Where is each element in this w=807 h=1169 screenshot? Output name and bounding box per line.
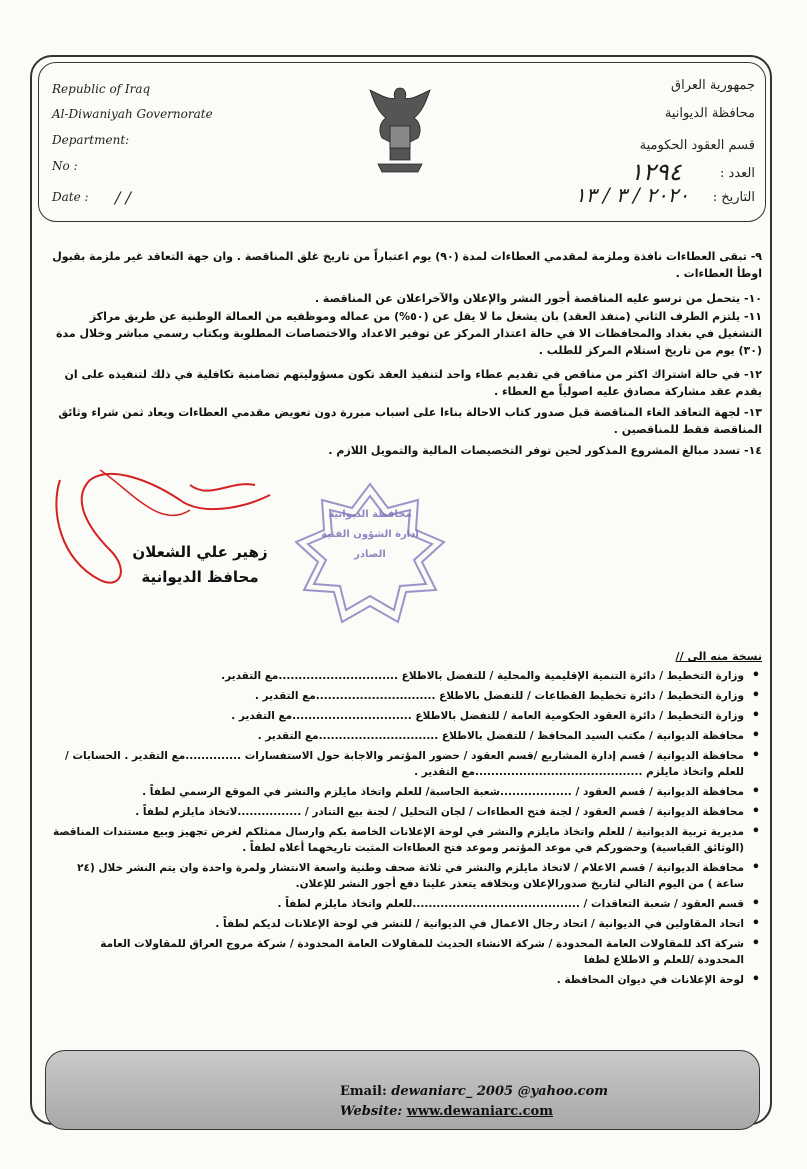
header-date-en: Date : — [52, 190, 89, 204]
clause-13: ١٣- لجهة التعاقد الغاء المناقصة قبل صدور كتاب الاحالة بناءا على اسباب مبررة دون تعويض مقدمي العطاءات ويعاد ثمن شراء وثائق المناقصة فقط للمناقصين . — [58, 406, 762, 436]
header-date-slashes: / / — [115, 188, 131, 207]
footer-website — [340, 1104, 553, 1119]
copy-item: • اتحاد المقاولين في الديوانية / اتحاد رجال الاعمال في الديوانية / للنشر في لوحة الإعلانات لديكم لطفاً . — [52, 916, 762, 932]
website-link[interactable]: www.dewaniarc.com — [406, 1104, 553, 1119]
iraq-eagle-emblem-icon — [360, 82, 440, 177]
copy-item: • شركة اكد للمقاولات العامة المحدودة / شركة الانشاء الحديث للمقاولات العامة المحدودة / شركة مروج العراق للمقاولات العامة المحدودة /للعلم و الاطلاع لطفا — [52, 936, 762, 968]
copy-item: • وزارة التخطيط / دائرة العقود الحكومية العامة / للتفضل بالاطلاع ..............................مع التقدير . — [52, 708, 762, 724]
stamp-line-2: ادارة الشؤون الفنية — [321, 529, 419, 540]
header-number-value: ١٢٩٤ — [630, 158, 682, 186]
header-no-en: No : — [52, 159, 78, 173]
header-governorate-en: Al-Diwaniyah Governorate — [52, 107, 213, 121]
clause-9: ٩- تبقى العطاءات نافذة وملزمة لمقدمي العطاءات لمدة (٩٠) يوم اعتباراً من تاريخ غلق المناقصة . وان جهة التعاقد غير ملزمة بقبول اوطأ العطاءات . — [52, 250, 762, 280]
signatory-name: زهير علي الشعلان — [132, 543, 268, 561]
stamp-line-1: محافظة الديوانية — [328, 509, 412, 520]
copy-item: • لوحة الإعلانات في ديوان المحافظة . — [52, 972, 762, 988]
copy-item: • وزارة التخطيط / دائرة التنمية الإقليمية والمحلية / للتفضل بالاطلاع ..............................مع التقدير. — [52, 668, 762, 684]
clause-12: ١٢- في حالة اشتراك اكثر من مناقص في تقديم عطاء واحد لتنفيذ العقد تكون مسؤوليتهم تضامنية تكافلية في ذلك لتنفيذه على ان يقدم عقد مشاركة مصادق عليه اصولياً مع العطاء . — [64, 368, 762, 398]
header-number-label: العدد : — [720, 166, 755, 181]
copy-item: • محافظة الديوانية / قسم العقود / لجنة فتح العطاءات / لجان التحليل / لجنة بيع التنادر / ................لاتخاذ مايلزم لطفاً . — [52, 804, 762, 820]
copy-item: • محافظة الديوانية / قسم إدارة المشاريع /قسم العقود / حضور المؤتمر والاجابة حول الاستفسارات ..............مع التقدير . الحسابات / للعلم واتخاذ مايلزم ..........................................مع التقدير . — [52, 748, 762, 780]
copy-item: • محافظة الديوانية / قسم الاعلام / لاتخاذ مايلزم والنشر في ثلاثة صحف وطنية واسعة الانتشار ولمرة واحدة وان يتم النشر خلال (٢٤ ساعة ) من اليوم التالي لتاريخ صدورالإعلان وبخلافه يتعذر علينا دفع أجور النشر للإعلان. — [52, 860, 762, 892]
copy-item: • وزارة التخطيط / دائرة تخطيط القطاعات / للتفضل بالاطلاع ..............................مع التقدير . — [52, 688, 762, 704]
website-label: Website: — [340, 1104, 403, 1119]
copy-item: • محافظة الديوانية / قسم العقود / ..................شعبة الحاسبة/ للعلم واتخاذ مايلزم والنشر في الموقع الرسمي لطفاً . — [52, 784, 762, 800]
copies-heading: نسخة منه الى // — [675, 650, 762, 663]
header-date-label: التاريخ : — [712, 190, 755, 205]
header-republic-ar: جمهورية العراق — [671, 78, 755, 93]
copy-item: • قسم العقود / شعبة التعاقدات / ..........................................للعلم واتخاذ مايلزم لطفاً . — [52, 896, 762, 912]
header-republic-en: Republic of Iraq — [52, 82, 151, 96]
header-governorate-ar: محافظة الديوانية — [664, 106, 755, 121]
clause-11: ١١- يلتزم الطرف الثاني (منفذ العقد) بان يشغل ما لا يقل عن (٥٠%) من عماله وموظفيه من العمالة الوطنية عن طريق مراكز التشغيل في بغداد والمحافظات الا في حالة اعتذار المركز عن توفير الاعداد والاختصاصات المطلوبة وبكتاب رسمي مباشر وخلال مدة (٣٠) يوم من تاريخ استلام المركز للطلب . — [56, 310, 762, 357]
email-value[interactable]: dewaniarc_ 2005 @yahoo.com — [391, 1084, 608, 1099]
email-label: Email: — [340, 1084, 387, 1099]
copy-item: • محافظة الديوانية / مكتب السيد المحافظ / للتفضل بالاطلاع ..............................مع التقدير . — [52, 728, 762, 744]
header-department-en: Department: — [52, 133, 130, 147]
signatory-title: محافظ الديوانية — [141, 568, 259, 586]
header-department-ar: قسم العقود الحكومية — [639, 138, 755, 153]
header-date-value: ٢٠٢٠ / ٣ / ١٣ — [575, 183, 690, 207]
clause-10: ١٠- يتحمل من ترسو عليه المناقصة أجور النشر والإعلان والآخراعلان عن المناقصة . — [314, 292, 762, 305]
copies-list — [52, 668, 762, 992]
clause-14: ١٤- تسدد مبالغ المشروع المذكور لحين توفر التخصيصات المالية والتمويل اللازم . — [328, 444, 762, 457]
footer-email — [340, 1084, 608, 1099]
copy-item: • مديرية تربية الديوانية / للعلم واتخاذ مايلزم والنشر في لوحة الإعلانات الخاصة بكم وارسال ممثلكم لغرض تجهيز وبيع مستندات المناقصة (الوثائق القياسية) وحضوركم في موعد المؤتمر وموعد فتح العطاءات المثبت تاريخهما أعلاه لطفاً . — [52, 824, 762, 856]
stamp-line-3: الصادر — [354, 549, 386, 560]
stamp-text — [318, 505, 422, 565]
